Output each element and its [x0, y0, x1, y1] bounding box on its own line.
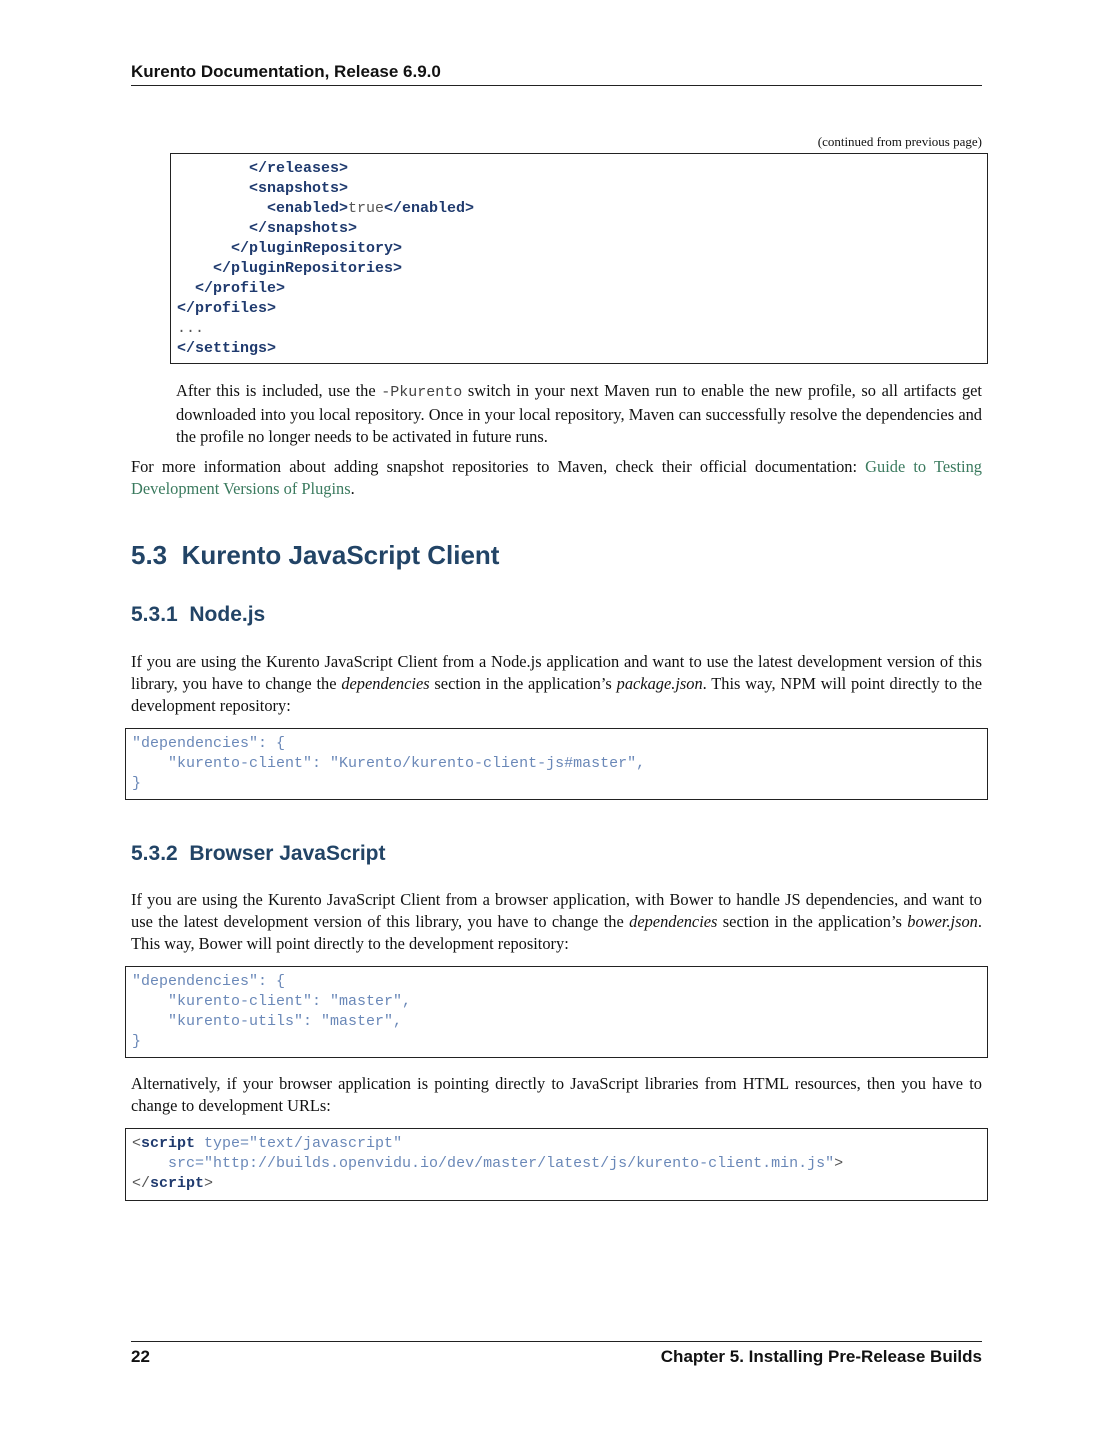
chapter-title: Chapter 5. Installing Pre-Release Builds: [660, 1347, 982, 1366]
code-line: </settings>: [177, 340, 277, 357]
section-heading: 5.3 Kurento JavaScript Client: [131, 540, 500, 570]
paragraph-nodejs: If you are using the Kurento JavaScript Client from a Node.js application and want to use the latest development version of this library, you have to change the dependencies section in the application’s package.json. This way, NPM will point directly to the development repository:: [131, 652, 982, 715]
paragraph-pkurento: After this is included, use the -Pkurento switch in your next Maven run to enable the new profile, so all artifacts get downloaded into you local repository. Once in your local repository, Maven can successfully resolve the dependencies and the profile no longer needs to be activated in future runs.: [176, 381, 982, 446]
code-line: ...: [177, 320, 205, 337]
bower-code-block: [125, 966, 988, 1058]
header-rule: [131, 85, 982, 86]
paragraph-more-info: For more information about adding snapshot repositories to Maven, check their official documentation: Guide to Testing Development Versions of Plugins.: [131, 457, 982, 498]
xml-code-block: [170, 153, 988, 364]
html-code-block: [125, 1128, 988, 1201]
xml-code: [177, 159, 981, 359]
guide-link[interactable]: Guide to Testing Development Versions of Plugins: [131, 457, 982, 498]
code-line: </releases>: [249, 160, 349, 177]
continued-note: (continued from previous page): [817, 134, 982, 149]
code-line: <enabled>true</enabled>: [267, 200, 475, 217]
inline-code: -Pkurento: [381, 384, 463, 401]
paragraph-alternatively: Alternatively, if your browser application is pointing directly to JavaScript libraries from HTML resources, then you have to change to development URLs:: [131, 1074, 982, 1115]
page-number: 22: [131, 1347, 150, 1366]
code-line: </pluginRepositories>: [213, 260, 403, 277]
subsection-heading-browser: 5.3.2 Browser JavaScript: [131, 842, 386, 865]
paragraph-browser: If you are using the Kurento JavaScript Client from a browser application, with Bower to handle JS dependencies, and want to use the latest development version of this library, you have to change the dependencies section in the application’s bower.json. This way, Bower will point directly to the development repository:: [131, 890, 982, 953]
nodejs-code-block: [125, 728, 988, 800]
subsection-heading-nodejs: 5.3.1 Node.js: [131, 603, 266, 626]
code-line: </profile>: [195, 280, 286, 297]
running-header: Kurento Documentation, Release 6.9.0: [131, 62, 441, 81]
code-line: </snapshots>: [249, 220, 358, 237]
footer-rule: [131, 1341, 982, 1342]
nodejs-code: "dependencies": { "kurento-client": "Kurento/kurento-client-js#master", }: [132, 735, 646, 792]
html-code: <script type="text/javascript" src="http://builds.openvidu.io/dev/master/latest/js/kurento-client.min.js"> </script>: [132, 1135, 844, 1192]
code-line: </profiles>: [177, 300, 277, 317]
code-line: <snapshots>: [249, 180, 349, 197]
code-line: </pluginRepository>: [231, 240, 403, 257]
bower-code: "dependencies": { "kurento-client": "master", "kurento-utils": "master", }: [132, 973, 412, 1050]
